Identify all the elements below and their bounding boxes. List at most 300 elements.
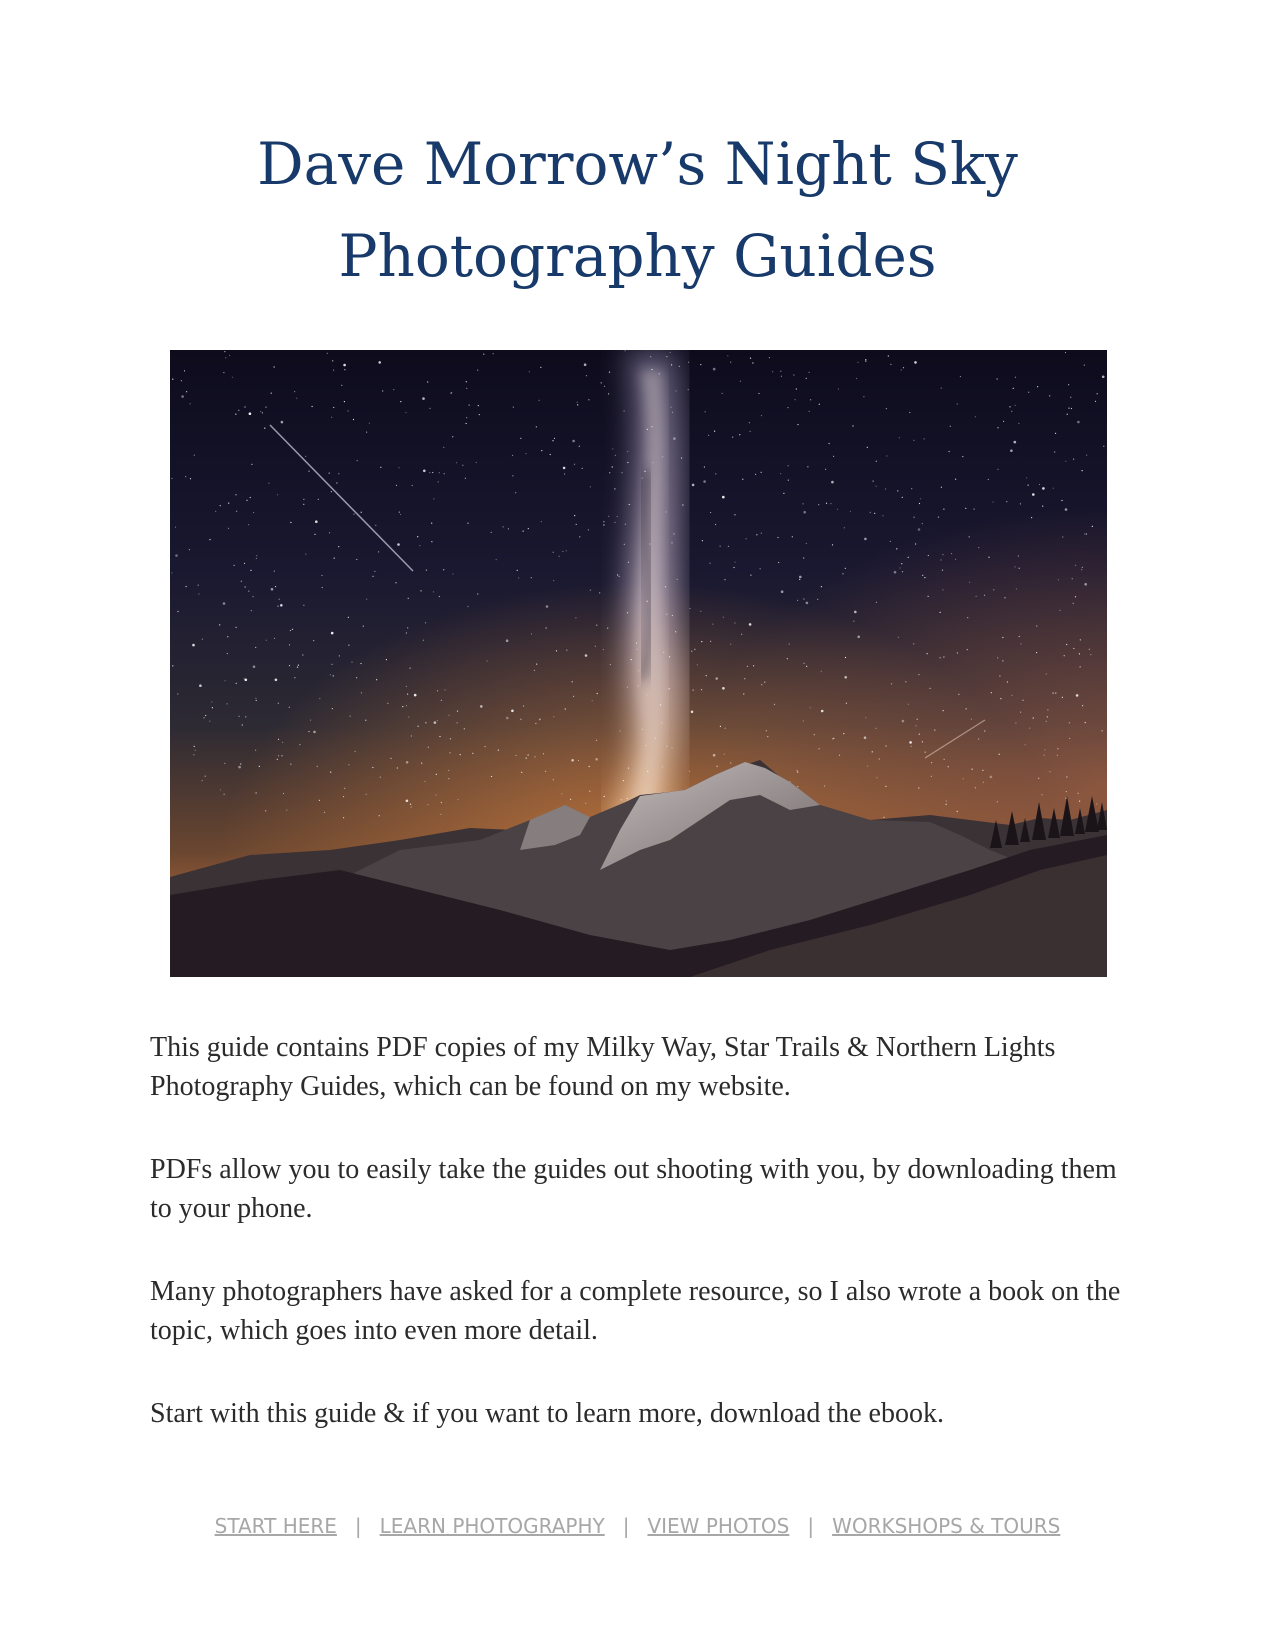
star-dot xyxy=(431,541,432,542)
star-dot xyxy=(619,576,620,577)
star-dot xyxy=(238,410,239,411)
star-dot xyxy=(338,473,339,474)
star-dot xyxy=(478,405,479,406)
star-dot xyxy=(1079,653,1080,654)
star-dot xyxy=(353,419,354,420)
star-dot xyxy=(531,633,532,634)
star-dot xyxy=(1041,794,1042,795)
star-dot xyxy=(883,817,884,818)
star-dot xyxy=(443,447,444,448)
star-dot xyxy=(931,776,932,777)
star-dot xyxy=(397,767,398,768)
star-dot xyxy=(809,411,810,412)
star-dot xyxy=(248,524,249,525)
star-dot xyxy=(839,755,840,756)
star-dot xyxy=(238,766,241,769)
star-dot xyxy=(423,640,424,641)
star-dot xyxy=(523,531,524,532)
star-dot xyxy=(541,521,542,522)
star-dot xyxy=(271,393,272,394)
star-dot xyxy=(1002,637,1003,638)
star-dot xyxy=(694,649,695,650)
star-dot xyxy=(372,576,373,577)
star-dot xyxy=(310,720,311,721)
star-dot xyxy=(256,792,257,793)
star-dot xyxy=(526,758,527,759)
star-dot xyxy=(477,370,478,371)
star-dot xyxy=(1066,791,1067,792)
star-dot xyxy=(234,565,235,566)
star-dot xyxy=(728,546,729,547)
star-dot xyxy=(348,617,349,618)
star-dot xyxy=(1058,579,1059,580)
star-dot xyxy=(275,586,276,587)
star-dot xyxy=(428,747,429,748)
star-dot xyxy=(997,469,998,470)
star-dot xyxy=(1002,660,1003,661)
star-dot xyxy=(919,734,920,735)
star-dot xyxy=(374,571,375,572)
star-dot xyxy=(928,596,929,597)
star-dot xyxy=(355,751,356,752)
star-dot xyxy=(701,641,702,642)
star-dot xyxy=(978,547,979,548)
star-dot xyxy=(943,509,944,510)
star-dot xyxy=(909,412,910,413)
star-dot xyxy=(425,722,426,723)
star-dot xyxy=(652,462,653,463)
star-dot xyxy=(181,395,184,398)
star-dot xyxy=(1046,721,1047,722)
star-dot xyxy=(911,746,912,747)
star-dot xyxy=(955,559,956,560)
star-dot xyxy=(747,666,748,667)
star-dot xyxy=(541,450,542,451)
star-dot xyxy=(550,454,551,455)
star-dot xyxy=(1044,755,1045,756)
star-dot xyxy=(669,656,670,657)
intro-text xyxy=(150,1028,1130,1477)
nav-separator: | xyxy=(807,1514,815,1538)
star-dot xyxy=(931,762,932,763)
star-dot xyxy=(512,455,513,456)
star-dot xyxy=(1053,488,1054,489)
star-dot xyxy=(348,410,349,411)
star-dot xyxy=(274,366,275,367)
star-dot xyxy=(456,462,457,463)
star-dot xyxy=(436,794,437,795)
star-dot xyxy=(1065,352,1066,353)
star-dot xyxy=(1070,397,1071,398)
star-dot xyxy=(1011,695,1012,696)
star-dot xyxy=(797,786,798,787)
star-dot xyxy=(982,770,983,771)
star-dot xyxy=(227,703,228,704)
star-dot xyxy=(807,466,808,467)
star-dot xyxy=(539,400,540,401)
star-dot xyxy=(236,627,237,628)
star-dot xyxy=(670,352,671,353)
star-dot xyxy=(305,554,306,555)
star-dot xyxy=(942,589,943,590)
nav-link-view-photos[interactable]: VIEW PHOTOS xyxy=(647,1514,790,1538)
star-dot xyxy=(393,389,394,390)
star-dot xyxy=(1075,596,1076,597)
star-dot xyxy=(1080,666,1081,667)
star-dot xyxy=(624,410,625,411)
star-dot xyxy=(525,453,526,454)
star-dot xyxy=(628,768,629,769)
star-dot xyxy=(278,739,279,740)
star-dot xyxy=(448,770,449,771)
star-dot xyxy=(317,766,318,767)
star-dot xyxy=(503,526,504,527)
nav-link-workshops-tours[interactable]: WORKSHOPS & TOURS xyxy=(832,1514,1061,1538)
star-dot xyxy=(691,711,694,714)
star-dot xyxy=(573,696,574,697)
star-dot xyxy=(215,511,216,512)
star-dot xyxy=(997,657,998,658)
nav-link-start-here[interactable]: START HERE xyxy=(214,1514,337,1538)
star-dot xyxy=(803,511,806,514)
star-dot xyxy=(876,461,877,462)
star-dot xyxy=(837,509,838,510)
star-dot xyxy=(441,802,442,803)
star-dot xyxy=(909,741,912,744)
star-dot xyxy=(1053,693,1054,694)
star-dot xyxy=(620,730,621,731)
star-dot xyxy=(1068,384,1069,385)
star-dot xyxy=(966,708,967,709)
star-dot xyxy=(181,380,182,381)
star-dot xyxy=(988,479,989,480)
star-dot xyxy=(432,472,433,473)
star-dot xyxy=(890,364,891,365)
star-dot xyxy=(406,686,407,687)
star-dot xyxy=(700,364,701,365)
star-dot xyxy=(891,683,892,684)
star-dot xyxy=(244,678,245,679)
star-dot xyxy=(692,484,695,487)
star-dot xyxy=(465,478,466,479)
star-dot xyxy=(277,759,278,760)
star-dot xyxy=(228,503,229,504)
star-dot xyxy=(976,596,977,597)
star-dot xyxy=(1102,376,1105,379)
star-dot xyxy=(901,563,902,564)
star-dot xyxy=(1086,533,1087,534)
star-dot xyxy=(788,465,789,466)
star-dot xyxy=(965,508,966,509)
star-dot xyxy=(733,567,734,568)
star-dot xyxy=(838,388,839,389)
star-dot xyxy=(922,523,923,524)
star-dot xyxy=(647,771,648,772)
star-dot xyxy=(999,754,1000,755)
star-dot xyxy=(574,515,575,516)
star-dot xyxy=(741,634,742,635)
star-dot xyxy=(603,649,604,650)
star-dot xyxy=(236,511,237,512)
star-dot xyxy=(609,472,610,473)
star-dot xyxy=(625,350,626,351)
star-dot xyxy=(348,645,349,646)
star-dot xyxy=(228,528,229,529)
star-dot xyxy=(627,451,628,452)
star-dot xyxy=(962,456,963,457)
star-dot xyxy=(826,503,827,504)
star-dot xyxy=(253,596,254,597)
star-dot xyxy=(659,373,660,374)
star-dot xyxy=(485,746,486,747)
star-dot xyxy=(274,571,275,572)
star-dot xyxy=(623,780,624,781)
star-dot xyxy=(665,586,666,587)
star-dot xyxy=(382,390,383,391)
star-dot xyxy=(506,639,509,642)
star-dot xyxy=(645,745,646,746)
star-dot xyxy=(899,437,900,438)
star-dot xyxy=(997,378,998,379)
star-dot xyxy=(863,396,864,397)
star-dot xyxy=(761,415,762,416)
star-dot xyxy=(322,587,323,588)
star-dot xyxy=(189,549,190,550)
star-dot xyxy=(806,666,807,667)
star-dot xyxy=(795,399,796,400)
star-dot xyxy=(366,432,367,433)
star-dot xyxy=(914,517,915,518)
star-dot xyxy=(900,567,901,568)
star-dot xyxy=(253,512,254,513)
star-dot xyxy=(597,693,598,694)
nav-separator: | xyxy=(354,1514,362,1538)
star-dot xyxy=(266,640,267,641)
star-dot xyxy=(1020,503,1021,504)
star-dot xyxy=(604,386,605,387)
star-dot xyxy=(289,665,290,666)
star-dot xyxy=(177,693,178,694)
star-dot xyxy=(512,475,513,476)
star-dot xyxy=(1092,526,1093,527)
star-dot xyxy=(614,488,615,489)
star-dot xyxy=(940,612,941,613)
star-dot xyxy=(761,533,762,534)
star-dot xyxy=(545,771,546,772)
star-dot xyxy=(192,644,195,647)
star-dot xyxy=(1011,411,1012,412)
star-dot xyxy=(974,509,975,510)
star-dot xyxy=(1082,705,1083,706)
star-dot xyxy=(353,514,354,515)
star-dot xyxy=(617,574,618,575)
star-dot xyxy=(665,511,666,512)
star-dot xyxy=(988,557,989,558)
star-dot xyxy=(303,504,304,505)
star-dot xyxy=(327,353,328,354)
star-dot xyxy=(612,448,613,449)
star-dot xyxy=(235,414,236,415)
star-dot xyxy=(424,781,425,782)
star-dot xyxy=(734,514,735,515)
star-dot xyxy=(818,504,819,505)
star-dot xyxy=(1089,649,1090,650)
star-dot xyxy=(1033,717,1034,718)
star-dot xyxy=(681,457,682,458)
paragraph-1: This guide contains PDF copies of my Milky Way, Star Trails & Northern Lights Photography Guides, which can be found on my website. xyxy=(150,1032,1056,1102)
star-dot xyxy=(554,438,555,439)
star-dot xyxy=(723,617,724,618)
star-dot xyxy=(615,455,616,456)
star-dot xyxy=(517,570,518,571)
star-dot xyxy=(400,514,401,515)
star-dot xyxy=(821,710,824,713)
star-dot xyxy=(332,708,333,709)
star-dot xyxy=(856,378,857,379)
star-dot xyxy=(603,524,604,525)
star-dot xyxy=(584,363,587,366)
star-dot xyxy=(1072,578,1073,579)
star-dot xyxy=(553,552,554,553)
star-dot xyxy=(445,689,446,690)
star-dot xyxy=(752,362,753,363)
star-dot xyxy=(239,716,240,717)
star-dot xyxy=(220,789,221,790)
star-dot xyxy=(638,685,639,686)
star-dot xyxy=(460,754,461,755)
star-dot xyxy=(229,355,230,356)
star-dot xyxy=(244,406,245,407)
star-dot xyxy=(172,379,173,380)
hero-image-milky-way xyxy=(170,350,1107,977)
star-dot xyxy=(1015,566,1016,567)
star-dot xyxy=(411,807,412,808)
star-dot xyxy=(588,399,589,400)
star-dot xyxy=(722,496,725,499)
star-dot xyxy=(331,632,334,635)
star-dot xyxy=(890,541,891,542)
star-dot xyxy=(777,537,778,538)
star-dot xyxy=(743,693,744,694)
star-dot xyxy=(396,485,397,486)
star-dot xyxy=(513,407,514,408)
star-dot xyxy=(324,812,325,813)
star-dot xyxy=(943,710,944,711)
star-dot xyxy=(806,543,807,544)
star-dot xyxy=(250,497,251,498)
star-dot xyxy=(190,478,191,479)
star-dot xyxy=(402,706,403,707)
star-dot xyxy=(781,590,784,593)
star-dot xyxy=(386,659,387,660)
star-dot xyxy=(649,543,650,544)
star-dot xyxy=(614,522,615,523)
star-dot xyxy=(332,360,333,361)
star-dot xyxy=(536,664,537,665)
star-dot xyxy=(466,423,467,424)
star-dot xyxy=(697,664,698,665)
star-dot xyxy=(902,720,905,723)
star-dot xyxy=(205,776,206,777)
star-dot xyxy=(1020,712,1021,713)
star-dot xyxy=(433,498,434,499)
star-dot xyxy=(175,554,178,557)
star-dot xyxy=(380,777,381,778)
star-dot xyxy=(1054,451,1055,452)
star-dot xyxy=(553,716,554,717)
star-dot xyxy=(439,596,440,597)
star-dot xyxy=(806,602,809,605)
star-dot xyxy=(1049,395,1050,396)
star-dot xyxy=(203,717,204,718)
star-dot xyxy=(637,649,638,650)
star-dot xyxy=(1010,449,1013,452)
star-dot xyxy=(610,664,611,665)
star-dot xyxy=(671,747,672,748)
star-dot xyxy=(734,622,735,623)
star-dot xyxy=(1015,723,1016,724)
star-dot xyxy=(804,663,805,664)
star-dot xyxy=(202,780,203,781)
star-dot xyxy=(1095,401,1096,402)
star-dot xyxy=(421,763,422,764)
star-dot xyxy=(357,460,358,461)
nav-link-learn-photography[interactable]: LEARN PHOTOGRAPHY xyxy=(379,1514,605,1538)
star-dot xyxy=(885,488,886,489)
star-dot xyxy=(379,815,380,816)
star-dot xyxy=(376,679,377,680)
star-dot xyxy=(457,711,458,712)
star-dot xyxy=(333,675,334,676)
star-dot xyxy=(942,570,943,571)
star-dot xyxy=(571,759,574,762)
star-dot xyxy=(466,417,467,418)
star-dot xyxy=(629,504,630,505)
star-dot xyxy=(746,538,747,539)
star-dot xyxy=(1096,803,1097,804)
star-dot xyxy=(434,721,437,724)
star-dot xyxy=(778,562,779,563)
star-dot xyxy=(245,586,246,587)
star-dot xyxy=(356,559,357,560)
star-dot xyxy=(842,573,843,574)
star-dot xyxy=(917,719,918,720)
star-dot xyxy=(946,800,947,801)
star-dot xyxy=(498,750,499,751)
star-dot xyxy=(579,536,580,537)
star-dot xyxy=(429,408,430,409)
star-dot xyxy=(691,651,692,652)
star-dot xyxy=(209,539,210,540)
star-dot xyxy=(410,804,411,805)
star-dot xyxy=(360,663,361,664)
star-dot xyxy=(515,492,516,493)
star-dot xyxy=(601,382,602,383)
star-dot xyxy=(585,654,588,657)
star-dot xyxy=(405,412,406,413)
star-dot xyxy=(336,482,337,483)
star-dot xyxy=(425,622,426,623)
star-dot xyxy=(274,638,275,639)
star-dot xyxy=(1062,697,1063,698)
star-dot xyxy=(638,670,639,671)
star-dot xyxy=(400,401,401,402)
star-dot xyxy=(670,407,671,408)
star-dot xyxy=(879,758,880,759)
star-dot xyxy=(843,733,844,734)
star-dot xyxy=(308,471,309,472)
page-title-line-2: Photography Guides xyxy=(338,222,937,290)
